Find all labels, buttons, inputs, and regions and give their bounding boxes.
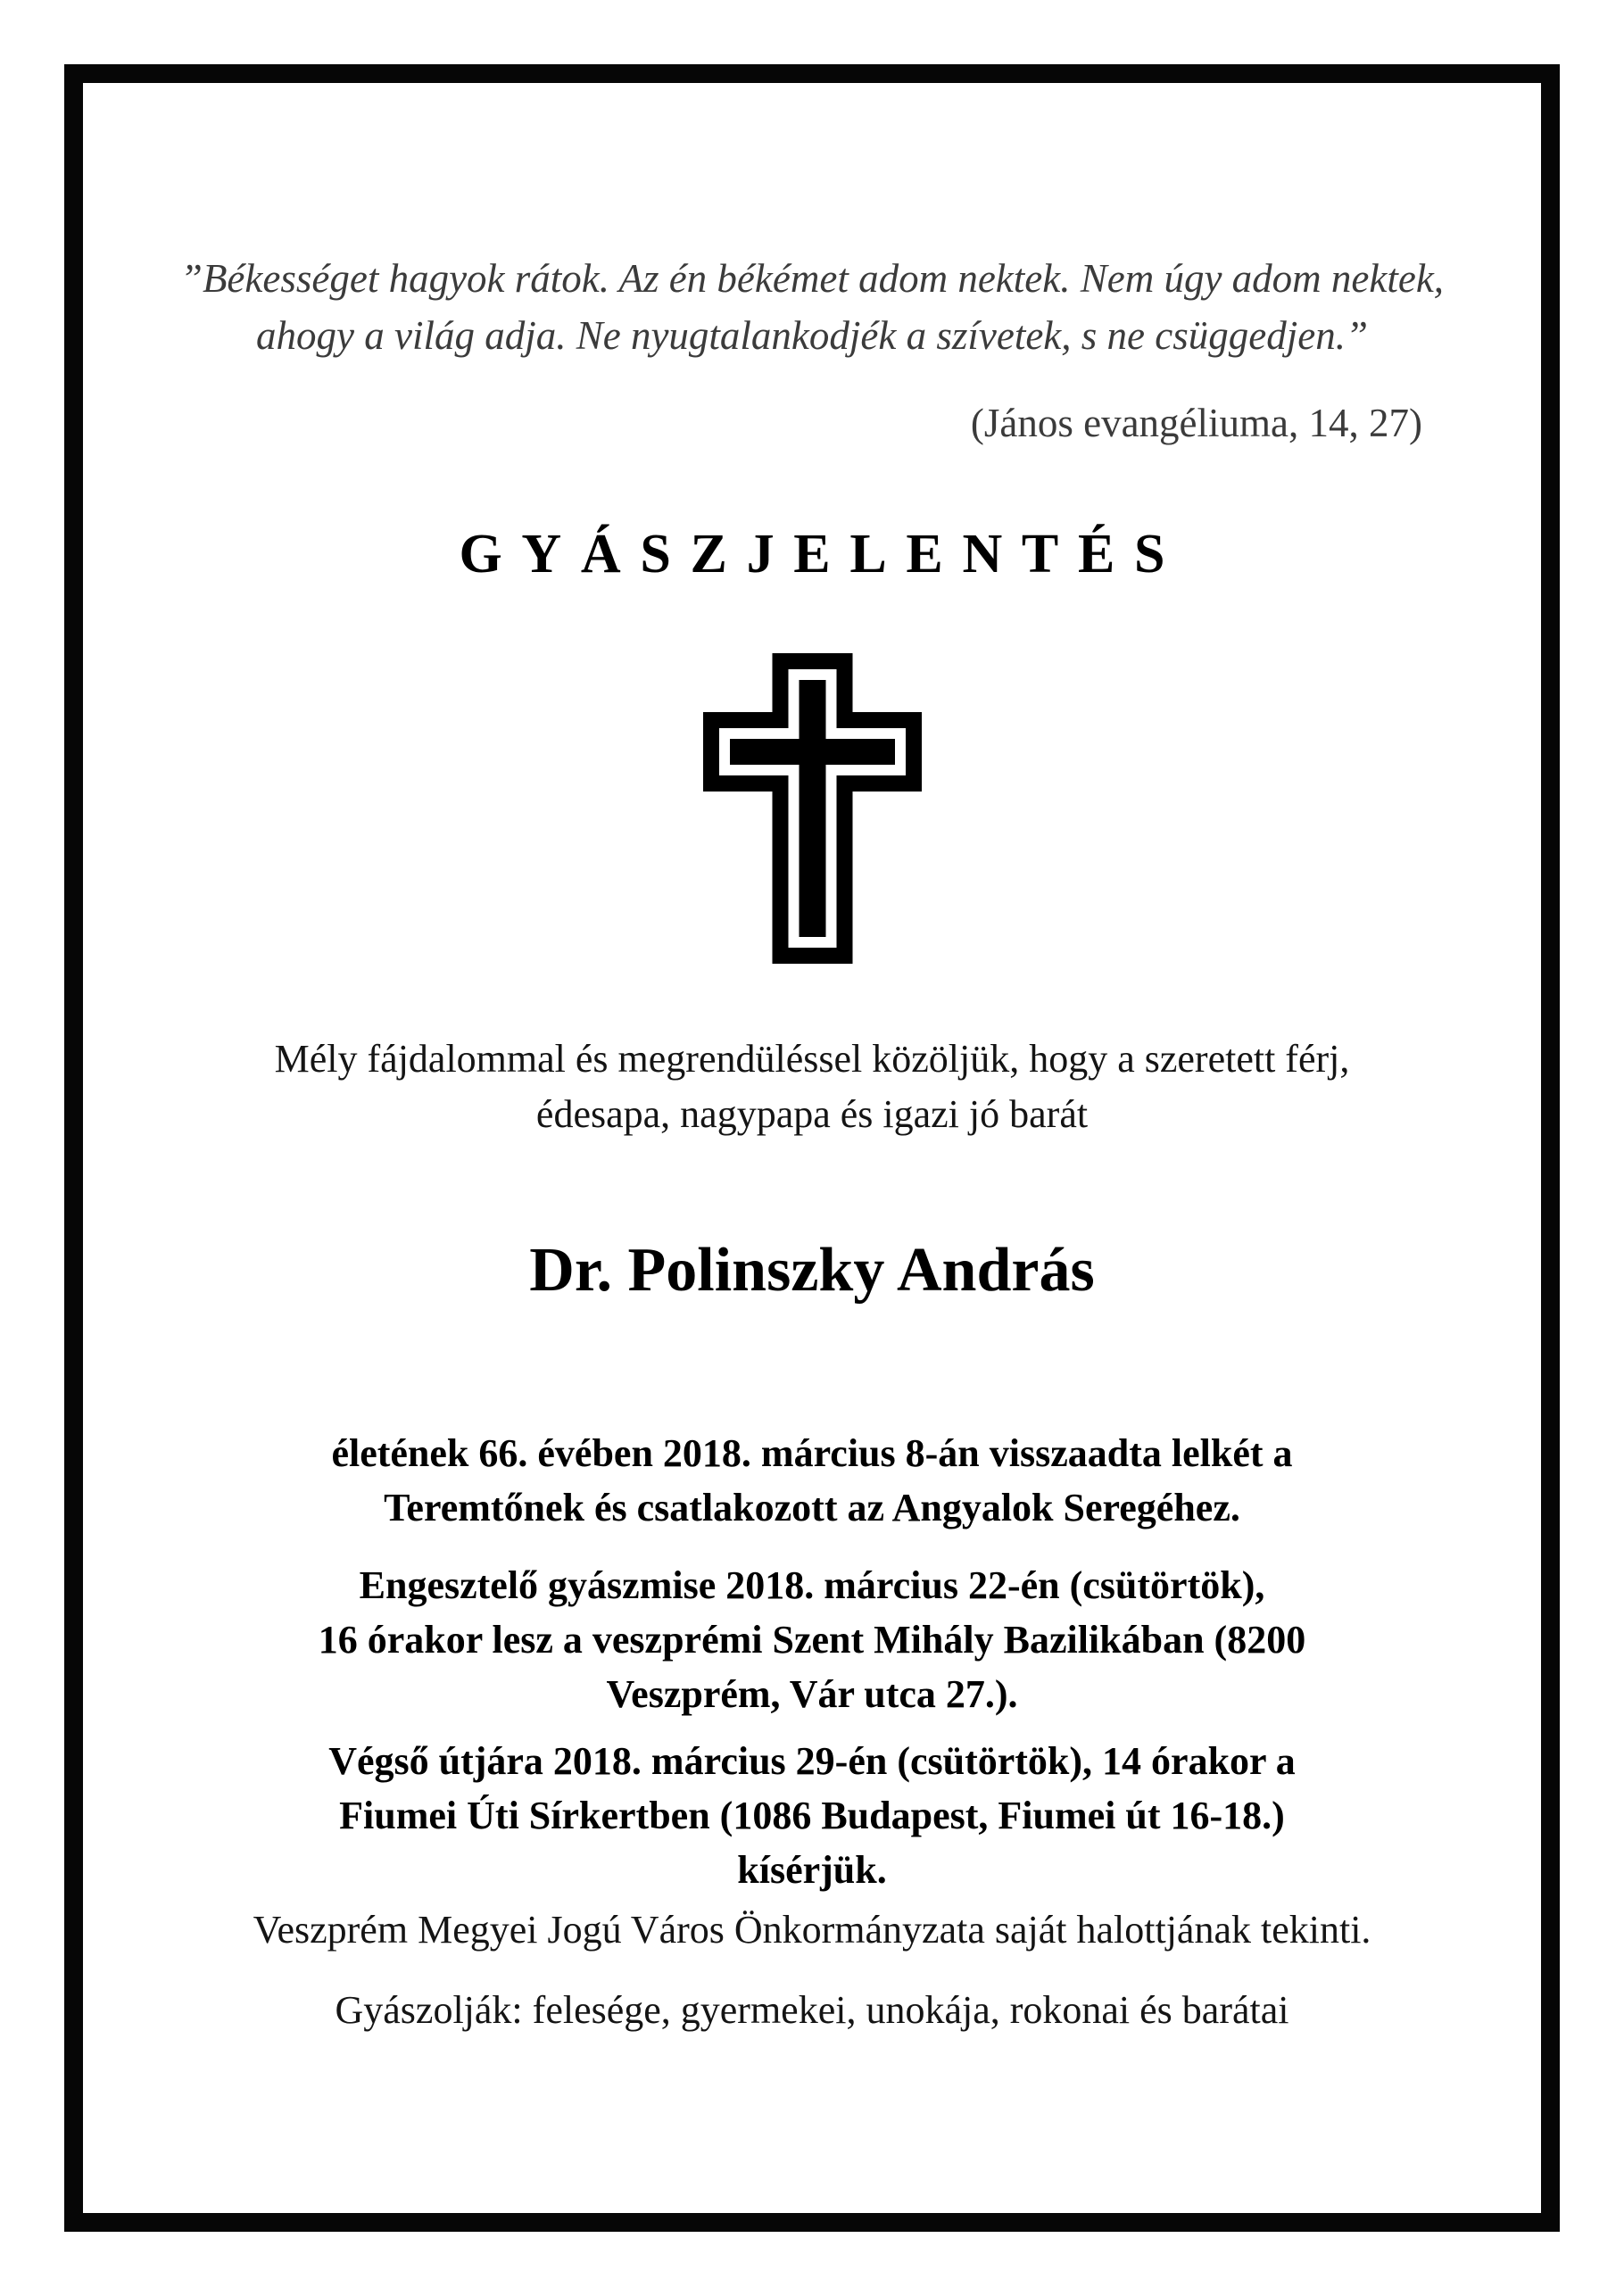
scripture-attribution: (János evangéliuma, 14, 27)	[970, 401, 1422, 445]
funeral-line-2: Fiumei Úti Sírkertben (1086 Budapest, Fiumei út 16-18.)	[339, 1794, 1285, 1837]
memorial-mass-details	[82, 1558, 1542, 1721]
deceased-name: Dr. Polinszky András	[529, 1236, 1095, 1305]
obituary-content	[82, 82, 1542, 2038]
funeral-details	[82, 1734, 1542, 1897]
memorial-mass-line-3: Veszprém, Vár utca 27.).	[606, 1672, 1018, 1716]
death-announcement-line-2: Teremtőnek és csatlakozott az Angyalok Seregéhez.	[384, 1486, 1240, 1529]
funeral-line-3: kísérjük.	[737, 1848, 887, 1892]
municipality-line: Veszprém Megyei Jogú Város Önkormányzata saját halottjának tekinti.	[253, 1908, 1371, 1952]
funeral-line-1: Végső útjára 2018. március 29-én (csütörtök), 14 órakor a	[328, 1739, 1296, 1783]
death-announcement-line-1: életének 66. évében 2018. március 8-án visszaadta lelkét a	[331, 1431, 1293, 1475]
scripture-quote-line-1: ”Békességet hagyok rátok. Az én békémet adom nektek. Nem úgy adom nektek,	[179, 256, 1445, 301]
page-title: GYÁSZJELENTÉS	[459, 524, 1185, 584]
memorial-mass-line-1: Engesztelő gyászmise 2018. március 22-én (csütörtök),	[359, 1563, 1265, 1607]
announcement-intro	[82, 1032, 1542, 1142]
death-announcement	[82, 1426, 1542, 1535]
mourners-line: Gyászolják: felesége, gyermekei, unokája, rokonai és barátai	[335, 1988, 1289, 2032]
announcement-intro-line-2: édesapa, nagypapa és igazi jó barát	[535, 1092, 1089, 1136]
scripture-quote	[82, 250, 1542, 364]
cross-icon	[82, 653, 1542, 964]
scripture-quote-line-2: ahogy a világ adja. Ne nyugtalankodjék a szívetek, s ne csüggedjen.”	[256, 313, 1368, 358]
memorial-mass-line-2: 16 órakor lesz a veszprémi Szent Mihály Bazilikában (8200	[318, 1618, 1306, 1662]
announcement-intro-line-1: Mély fájdalommal és megrendüléssel közöljük, hogy a szeretett férj,	[274, 1037, 1350, 1081]
